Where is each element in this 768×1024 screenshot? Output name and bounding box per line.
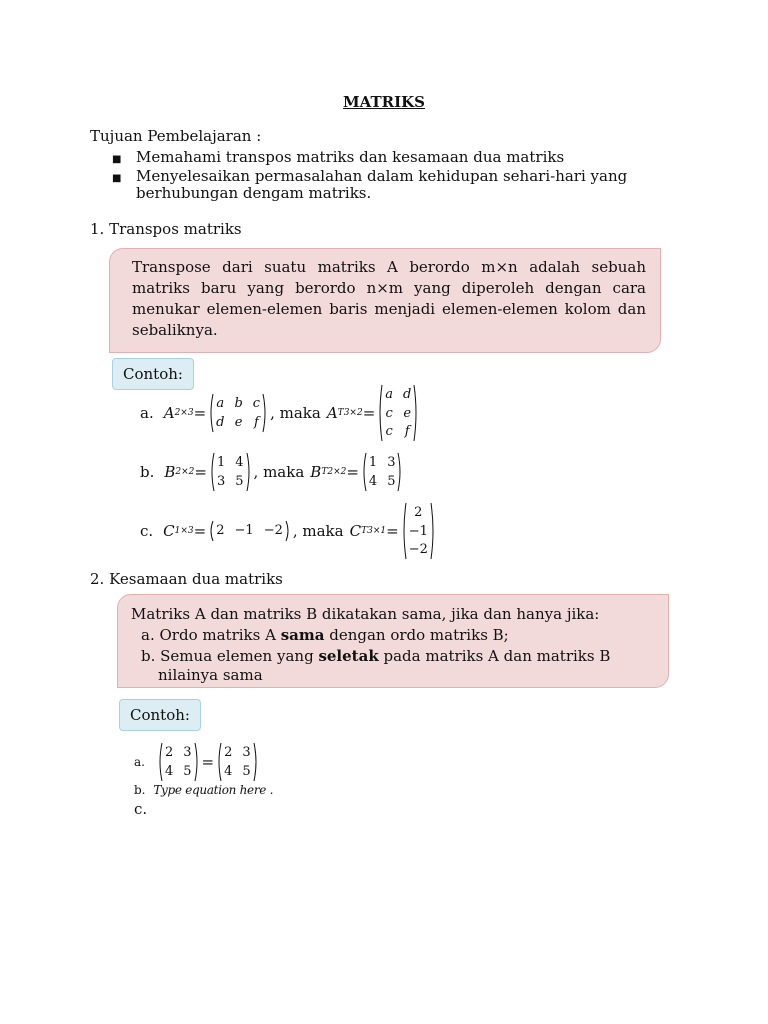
matrix-cell: 2	[414, 505, 423, 520]
transpose-name: B	[310, 463, 322, 481]
item-b-pre: Semua elemen yang	[160, 647, 319, 665]
matrix-cell: 5	[183, 764, 192, 779]
matrix-cell: −2	[263, 523, 283, 538]
matrix	[209, 452, 252, 492]
equality-example-b	[134, 783, 273, 797]
tujuan-label: Tujuan Pembelajaran :	[90, 127, 262, 145]
item-a-post: dengan ordo matriks B;	[324, 626, 509, 644]
matrix	[377, 384, 419, 442]
matrix-cell: f	[254, 415, 259, 430]
transpose-order: 3×2	[343, 408, 363, 418]
matrix	[401, 502, 436, 560]
matrix-cell: 5	[242, 764, 251, 779]
matrix-cell: 4	[224, 764, 233, 779]
transpose-superscript: T	[321, 467, 328, 477]
matrix-order: 2×3	[174, 408, 194, 418]
equals-sign: =	[362, 404, 376, 422]
equality-example-c: c.	[134, 800, 148, 818]
item-a-label: a.	[141, 626, 155, 644]
right-paren	[397, 452, 403, 492]
example-c	[140, 502, 438, 560]
contoh-label-2: Contoh:	[119, 699, 201, 731]
equals-sign: =	[201, 753, 215, 771]
right-paren	[430, 502, 436, 560]
page-title: MATRIKS	[343, 93, 425, 111]
example-a	[140, 384, 421, 442]
matrix-cell: d	[403, 387, 412, 402]
definition-line-4: sebaliknya.	[132, 321, 218, 339]
example-label: b.	[140, 463, 155, 481]
matrix-cell: b	[234, 396, 243, 411]
ex-a-label: a.	[134, 755, 145, 769]
equals-sign: =	[194, 463, 207, 481]
transpose-superscript: T	[337, 408, 344, 418]
item-b-post: pada matriks A dan matriks B	[378, 647, 611, 665]
item-a-bold: sama	[280, 626, 325, 644]
maka-text: , maka	[292, 522, 344, 540]
equality-intro: Matriks A dan matriks B dikatakan sama, jika dan hanya jika:	[131, 605, 600, 623]
tujuan-item-2-cont: berhubungan dengam matriks.	[136, 184, 372, 202]
transpose-order: 2×2	[327, 467, 347, 477]
matrix-order: 2×2	[175, 467, 195, 477]
matrix-cell: e	[403, 405, 412, 421]
equals-sign: =	[193, 522, 207, 540]
transpose-name: C	[349, 522, 362, 540]
matrix-cell: 3	[216, 474, 226, 489]
item-b-label: b.	[141, 647, 156, 665]
equation-placeholder[interactable]: Type equation here .	[153, 783, 274, 797]
bullet-1	[112, 148, 121, 166]
matrix-cell: e	[234, 415, 243, 430]
matrix-cell: 5	[235, 474, 244, 489]
tujuan-item-1: Memahami transpos matriks dan kesamaan dua matriks	[136, 148, 565, 166]
matrix-cell: 3	[242, 745, 251, 760]
matrix-name: B	[164, 463, 176, 481]
contoh-label-1: Contoh:	[112, 358, 194, 390]
equality-box	[117, 594, 669, 688]
transpose-superscript: T	[361, 526, 368, 536]
matrix-cell: 2	[216, 523, 225, 538]
transpose-order: 3×1	[367, 526, 387, 536]
matrix-cell: c	[252, 396, 261, 411]
matrix-cell: d	[216, 415, 225, 430]
matrix	[361, 452, 404, 492]
example-label: c.	[140, 522, 154, 540]
transpose-name: A	[326, 404, 338, 422]
equals-sign: =	[193, 404, 207, 422]
matrix-cell: 1	[216, 455, 226, 470]
ex-b-label: b.	[134, 783, 146, 797]
equality-item-a	[131, 625, 610, 646]
section1-heading: 1. Transpos matriks	[90, 220, 242, 238]
equality-example-a	[134, 742, 261, 782]
equals-sign: =	[346, 463, 359, 481]
matrix-cell: 1	[368, 455, 378, 470]
matrix-cell: 3	[387, 455, 396, 470]
item-b-bold: seletak	[318, 647, 379, 665]
matrix-cell: −2	[408, 542, 428, 558]
bullet-icon: ■	[112, 154, 122, 165]
definition-line-2: matriks baru yang berordo n×m yang diperoleh dengan cara	[132, 279, 646, 297]
equality-item-b-cont: nilainya sama	[158, 666, 263, 684]
section2-heading: 2. Kesamaan dua matriks	[90, 570, 283, 588]
right-paren	[253, 742, 259, 782]
item-a-pre: Ordo matriks A	[159, 626, 281, 644]
matrix	[208, 393, 268, 433]
matrix-cell: a	[216, 396, 225, 411]
matrix	[208, 520, 291, 542]
matrix-name: C	[163, 522, 175, 540]
example-label: a.	[140, 404, 154, 422]
matrix-name: A	[163, 404, 175, 422]
maka-text: , maka	[253, 463, 305, 481]
matrix-cell: 5	[387, 474, 396, 489]
matrix-cell: c	[385, 424, 393, 440]
definition-text	[132, 257, 646, 341]
matrix-cell: 3	[183, 745, 192, 760]
matrix-cell: a	[385, 387, 394, 402]
right-paren	[194, 742, 200, 782]
bullet-2	[112, 167, 121, 185]
bullet-icon: ■	[112, 173, 122, 184]
right-paren	[246, 452, 252, 492]
matrix-cell: −1	[234, 523, 254, 538]
equality-item-b	[131, 646, 610, 667]
matrix-cell: 4	[164, 764, 174, 779]
right-paren	[285, 520, 291, 542]
matrix-cell: 4	[235, 455, 244, 470]
matrix-cell: f	[404, 424, 410, 440]
matrix-order: 1×3	[174, 526, 194, 536]
maka-text: , maka	[270, 404, 321, 422]
matrix	[216, 742, 259, 782]
equals-sign: =	[386, 522, 399, 540]
right-paren	[262, 393, 268, 433]
example-b	[140, 452, 405, 492]
matrix-cell: −1	[408, 523, 428, 539]
matrix-cell: 2	[164, 745, 174, 760]
matrix-cell: 4	[368, 474, 378, 489]
definition-line-3: menukar elemen-elemen baris menjadi elemen-elemen kolom dan	[132, 300, 646, 318]
right-paren	[413, 384, 419, 442]
matrix-cell: c	[385, 405, 393, 421]
tujuan-item-2: Menyelesaikan permasalahan dalam kehidupan sehari-hari yang	[136, 167, 628, 185]
definition-line-1: Transpose dari suatu matriks A berordo m×n adalah sebuah	[132, 258, 646, 276]
matrix	[157, 742, 200, 782]
matrix-cell: 2	[224, 745, 233, 760]
